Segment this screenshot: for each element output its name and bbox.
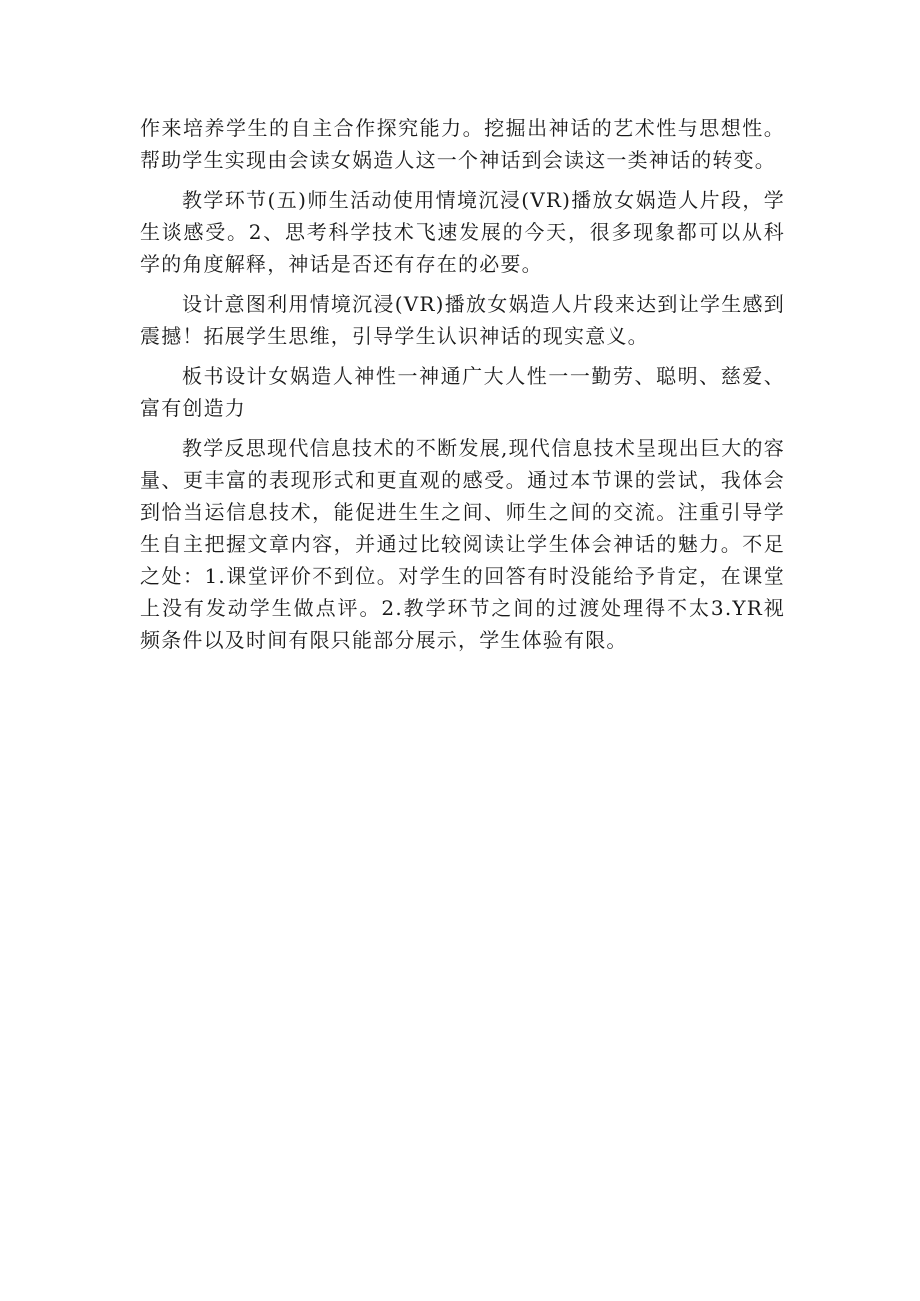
paragraph-teaching-reflection: 教学反思现代信息技术的不断发展,现代信息技术呈现出巨大的容量、更丰富的表现形式和更直观的感受。通过本节课的尝试，我体会到恰当运信息技术，能促进生生之间、师生之间的交流。注重引导学生自主把握文章内容，并通过比较阅读让学生体会神话的魅力。不足之处：1.课堂评价不到位。对学生的回答有时没能给予肯定，在课堂上没有发动学生做点评。2.教学环节之间的过渡处理得不太3.YR视频条件以及时间有限只能部分展示，学生体验有限。 [140, 436, 785, 652]
paragraph-intro: 作来培养学生的自主合作探究能力。挖掘出神话的艺术性与思想性。帮助学生实现由会读女娲造人这一个神话到会读这一类神话的转变。 [140, 116, 785, 172]
paragraph-board-design: 板书设计女娲造人神性一神通广大人性一一勤劳、聪明、慈爱、富有创造力 [140, 364, 785, 420]
paragraph-design-intent: 设计意图利用情境沉浸(VR)播放女娲造人片段来达到让学生感到震撼！拓展学生思维，引导学生认识神话的现实意义。 [140, 292, 785, 348]
document-body [140, 112, 785, 664]
paragraph-teaching-step-5: 教学环节(五)师生活动使用情境沉浸(VR)播放女娲造人片段，学生谈感受。2、思考科学技术飞速发展的今天，很多现象都可以从科学的角度解释，神话是否还有存在的必要。 [140, 188, 785, 276]
